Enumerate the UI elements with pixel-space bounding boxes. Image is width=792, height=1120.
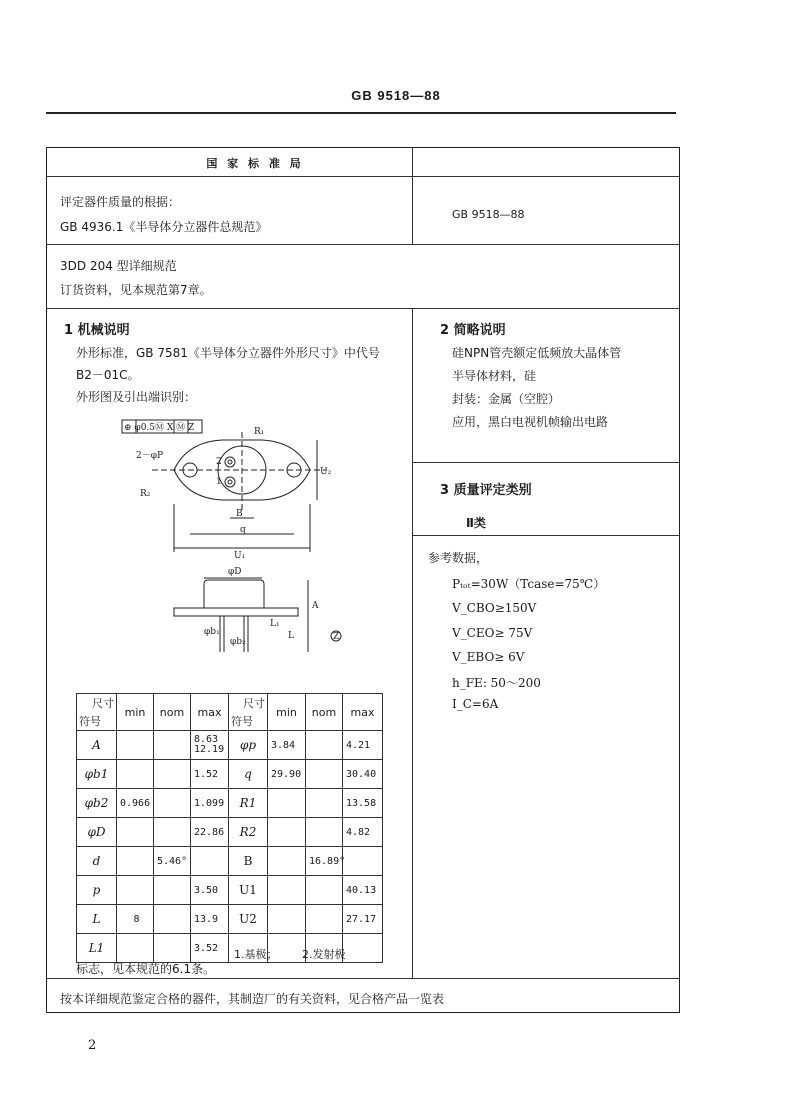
quality-class: Ⅱ类	[466, 516, 486, 530]
corner-cell: 尺寸 符号	[77, 694, 117, 731]
R1-label: R₁	[254, 427, 265, 437]
table-row: L 8 13.9 U2 27.17	[77, 905, 383, 934]
ref-hfe: h_FE: 50～200	[452, 676, 541, 690]
section2-title: 2 简略说明	[440, 323, 506, 338]
ref-vcbo: V_CBO≥150V	[452, 601, 537, 615]
basis-label: 评定器件质量的根据：	[60, 195, 181, 209]
col-max: max	[191, 694, 229, 731]
table-row: φb1 1.52 q 29.90 30.40	[77, 760, 383, 789]
header-rule	[46, 112, 676, 114]
phiP-label: 2－φP	[136, 451, 164, 461]
table-row: p 3.50 U1 40.13	[77, 876, 383, 905]
divider	[46, 978, 680, 979]
outline-drawing-caption: 外形图及引出端识别：	[76, 390, 197, 404]
ref-data-title: 参考数据，	[428, 551, 489, 565]
divider	[412, 147, 413, 244]
brief-line-3: 封装：金属（空腔）	[452, 392, 561, 406]
order-info: 订货资料，见本规范第7章。	[60, 283, 212, 297]
U2-label: U₂	[320, 467, 332, 477]
ref-vceo: V_CEO≥ 75V	[452, 626, 533, 640]
authority-name: 国 家 标 准 局	[206, 157, 304, 170]
outline-standard-line: 外形标准，GB 7581《半导体分立器件外形尺寸》中代号	[76, 346, 380, 360]
table-row: L1 3.52	[77, 934, 383, 963]
col-nom: nom	[154, 694, 191, 731]
footer-note: 按本详细规范鉴定合格的器件，其制造厂的有关资料，见合格产品一览表	[60, 992, 445, 1006]
marking-note: 标志，见本规范的6.1条。	[76, 962, 216, 976]
divider	[46, 244, 680, 245]
ref-vebo: V_EBO≥ 6V	[452, 650, 525, 664]
Z-label: Z	[333, 632, 340, 642]
ref-ptot: Pₜₒₜ=30W（Tcase=75℃）	[452, 577, 606, 591]
col-max: max	[343, 694, 383, 731]
col-min: min	[268, 694, 306, 731]
q-label: q	[240, 525, 246, 535]
phiD-label: φD	[228, 567, 242, 577]
pin-1	[225, 477, 235, 487]
R2-label: R₂	[140, 489, 151, 499]
ref-ic: I_C=6A	[452, 697, 499, 711]
pin-1-base: 1.基极；	[234, 948, 278, 961]
pin-2	[225, 457, 235, 467]
phib2-label: φb₂	[230, 637, 246, 647]
corner-cell: 尺寸 符号	[229, 694, 268, 731]
section1-title: 1 机械说明	[64, 323, 130, 338]
standard-number-header: GB 9518—88	[351, 88, 441, 103]
U1-label: U₁	[234, 551, 246, 561]
pin1-label: 1	[216, 477, 222, 487]
table-row: d 5.46° B 16.89°	[77, 847, 383, 876]
tolerance-label: ⊕ φ0.5Ⓜ X Ⓜ Z	[124, 423, 195, 433]
dimension-table	[76, 693, 383, 963]
standard-reference: GB 9518—88	[452, 208, 525, 221]
table-header-row	[77, 694, 383, 731]
pin-2-emitter: 2.发射极	[302, 948, 346, 961]
B-label: B	[236, 509, 243, 519]
col-min: min	[117, 694, 154, 731]
L1-label: L₁	[270, 619, 280, 629]
divider	[412, 308, 413, 978]
col-nom: nom	[306, 694, 343, 731]
brief-line-4: 应用，黑白电视机帧输出电路	[452, 415, 609, 429]
case-side	[204, 580, 264, 608]
outline-drawing	[112, 412, 342, 660]
flange-side	[174, 608, 298, 616]
basis-document: GB 4936.1《半导体分立器件总规范》	[60, 220, 268, 234]
page-number: 2	[88, 1038, 97, 1053]
brief-line-1: 硅NPN管壳额定低频放大晶体管	[452, 346, 622, 360]
divider	[412, 462, 680, 463]
table-row: φb2 0.966 1.099 R1 13.58	[77, 789, 383, 818]
divider	[412, 535, 680, 536]
L-label: L	[288, 631, 294, 641]
section3-title: 3 质量评定类别	[440, 483, 532, 498]
phib1-label: φb₁	[204, 627, 220, 637]
brief-line-2: 半导体材料，硅	[452, 369, 537, 383]
table-row: A 8.63 12.19 φp 3.84 4.21	[77, 731, 383, 760]
spec-name: 3DD 204 型详细规范	[60, 259, 177, 273]
table-row: φD 22.86 R2 4.82	[77, 818, 383, 847]
pin2-label: 2	[216, 457, 222, 467]
outline-code-line: B2－01C。	[76, 368, 140, 382]
divider	[46, 308, 680, 309]
A-label: A	[312, 601, 319, 611]
divider	[46, 176, 680, 177]
